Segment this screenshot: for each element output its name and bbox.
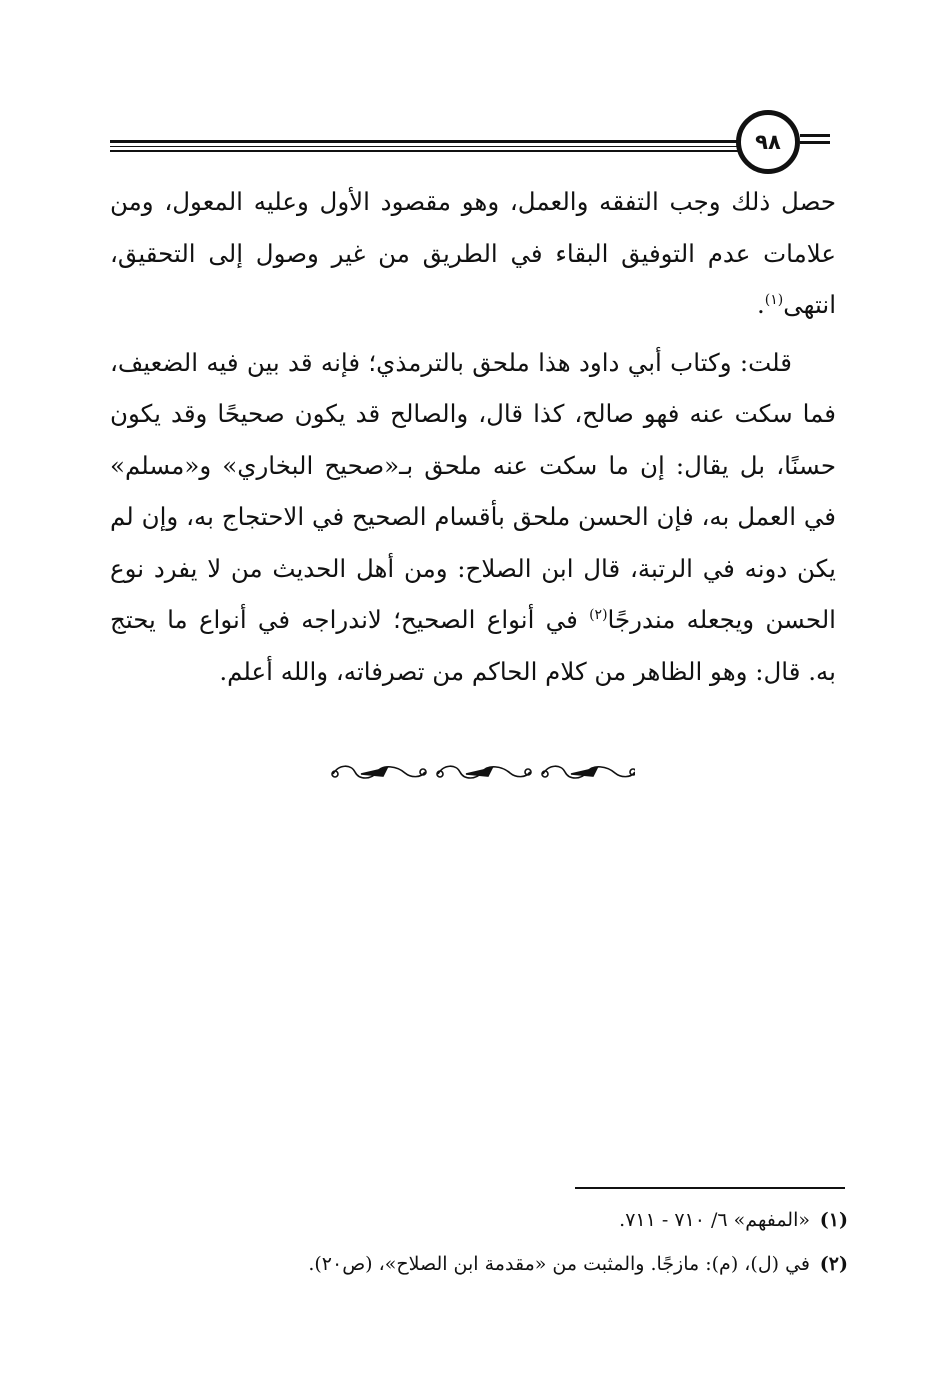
paragraph-2-continuation: في أنواع الصحيح؛ لاندراجه في أنواع ما يحتج به. قال: وهو الظاهر من كلام الحاكم من تصرفاته، والله أعلم.: [110, 605, 836, 686]
paragraph-1-text: حصل ذلك وجب التفقه والعمل، وهو مقصود الأول وعليه المعول، ومن علامات عدم التوفيق البقاء في الطريق من غير وصول إلى التحقيق، انتهى: [110, 187, 836, 319]
footnotes: [200, 1198, 848, 1286]
ornament-unit-middle: [437, 766, 531, 778]
footnote-mark-2: (٢): [589, 606, 608, 623]
footnote-1-text: «المفهم» ٦/ ٧١٠ - ٧١١.: [619, 1209, 810, 1231]
footnote-2-text: في (ل)، (م): مازجًا. والمثبت من «مقدمة ابن الصلاح»، (ص٢٠).: [308, 1253, 810, 1275]
paragraph-2-text: قلت: وكتاب أبي داود هذا ملحق بالترمذي؛ فإنه قد بين فيه الضعيف، فما سكت عنه فهو صالح، كذا قال، والصالح قد يكون صحيحًا وقد يكون حسنًا، بل يقال: إن ما سكت عنه ملحق بـ«صحيح البخاري» و«مسلم» في العمل به، فإن الحسن ملحق بأقسام الصحيح في الاحتجاج به، وإن لم يكن دونه في الرتبة، قال ابن الصلاح: ومن أهل الحديث من لا يفرد نوع الحسن ويجعله مندرجًا: [110, 347, 836, 634]
section-ornament: [325, 760, 635, 786]
ornament-unit-left: [332, 766, 426, 778]
ornament-unit-right: [542, 766, 635, 778]
paragraph-1: [110, 176, 836, 331]
footnote-rule: [575, 1187, 845, 1189]
footnote-2-number: (٢): [819, 1253, 848, 1275]
paragraph-1-period: .: [757, 290, 765, 319]
footnote-mark-1: (١): [764, 291, 784, 308]
header-rule: [110, 140, 750, 152]
header-nub: [800, 134, 830, 137]
page-number: ٩٨: [736, 110, 800, 174]
body-text: [110, 176, 836, 697]
header-nub-lower: [800, 141, 830, 144]
footnote-1: [200, 1198, 848, 1242]
footnote-2: [200, 1242, 848, 1286]
footnote-1-number: (١): [819, 1209, 848, 1231]
paragraph-2: [110, 337, 836, 698]
